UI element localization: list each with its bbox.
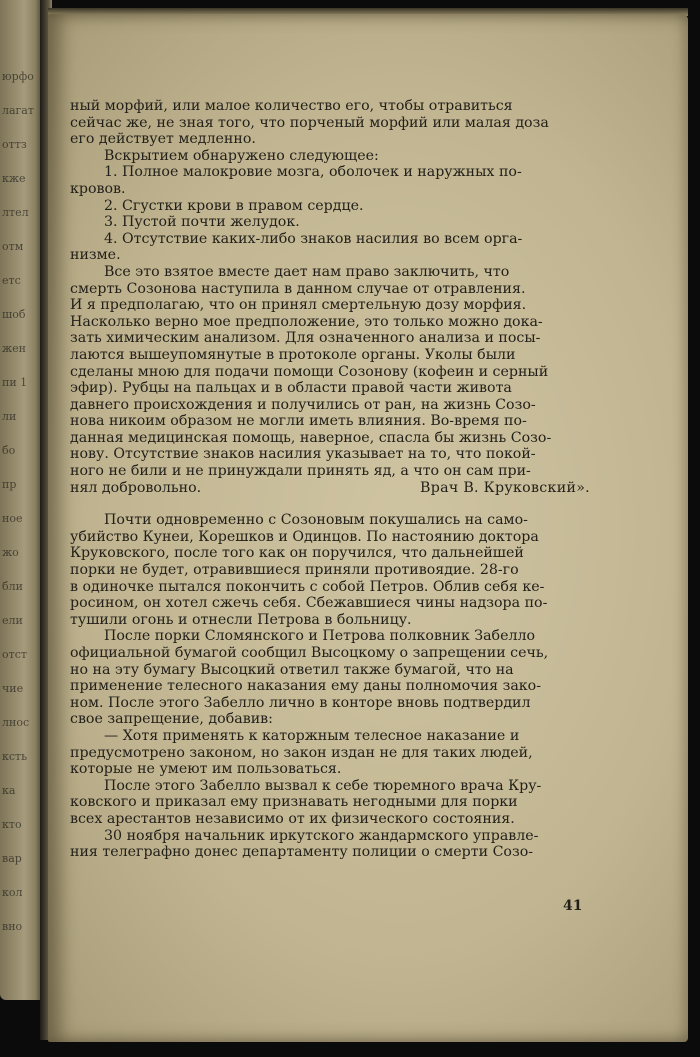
- text-line: ном. После этого Забелло лично в конторе вновь подтвердил: [70, 694, 531, 711]
- text-line: давнего происхождения и получились от ран, на жизнь Созо-: [70, 396, 536, 413]
- text-line: нял добровольно.: [70, 479, 202, 496]
- text-line: смерть Созонова наступила в данном случае от отравления.: [70, 280, 526, 297]
- left-page-text-fragment: бо: [2, 444, 16, 457]
- left-page-text-fragment: лагат: [2, 104, 34, 117]
- autopsy-item: низме.: [70, 247, 121, 264]
- quote-line: — Хотя применять к каторжным телесное наказание и: [104, 727, 520, 744]
- left-page-text-fragment: ка: [2, 784, 16, 797]
- text-line: ния телеграфно донес департаменту полиции о смерти Созо-: [70, 844, 534, 861]
- autopsy-item: кровов.: [70, 180, 126, 197]
- text-line: 30 ноября начальник иркутского жандармского управле-: [104, 827, 539, 844]
- left-page-text-fragment: пр: [2, 478, 17, 491]
- page-text: [70, 98, 590, 861]
- left-page-text-fragment: ли: [2, 410, 17, 423]
- text-line: После этого Забелло вызвал к себе тюремного врача Кру-: [104, 777, 542, 794]
- text-line: росином, он хотел сжечь себя. Сбежавшиеся чины надзора по-: [70, 595, 548, 612]
- text-line: ный морфий, или малое количество его, чтобы отравиться: [70, 98, 513, 114]
- left-page-text-fragment: шоб: [2, 308, 26, 321]
- autopsy-item: 4. Отсутствие каких-либо знаков насилия во всем орга-: [104, 230, 523, 247]
- left-page-text-fragment: отм: [2, 240, 24, 253]
- autopsy-intro: Вскрытием обнаружено следующее:: [104, 147, 379, 164]
- text-line: После порки Сломянского и Петрова полковник Забелло: [104, 628, 536, 645]
- autopsy-item: 1. Полное малокровие мозга, оболочек и наружных по-: [104, 164, 522, 181]
- text-line: свое запрещение, добавив:: [70, 711, 273, 728]
- text-line: данная медицинская помощь, наверное, спасла бы жизнь Созо-: [70, 429, 552, 446]
- doctor-signature: Врач В. Круковский».: [419, 479, 590, 496]
- text-line: но на эту бумагу Высоцкий ответил также бумагой, что на: [70, 661, 514, 678]
- left-page-text-fragment: бли: [2, 580, 23, 593]
- left-page-text-fragment: жо: [2, 546, 19, 559]
- left-page-text-fragment: кто: [2, 818, 22, 831]
- text-line: Все это взятое вместе дает нам право заключить, что: [104, 263, 510, 280]
- text-line: применение телесного наказания ему даны полномочия зако-: [70, 678, 542, 695]
- text-line: Почти одновременно с Созоновым покушались на само-: [104, 512, 528, 529]
- text-line: тушили огонь и отнесли Петрова в больницу.: [70, 611, 412, 628]
- text-line: Круковского, после того как он поручился, что дальнейшей: [70, 545, 524, 562]
- left-page-text-fragment: чие: [2, 682, 24, 695]
- left-page-text-fragment: вар: [2, 852, 22, 865]
- text-line: Насколько верно мое предположение, это только можно дока-: [70, 313, 543, 330]
- text-line: лаются вышеупомянутые в протоколе органы. Уколы были: [70, 346, 516, 363]
- left-page-text-fragment: ное: [2, 512, 23, 525]
- text-line: официальной бумагой сообщил Высоцкому о запрещении сечь,: [70, 645, 549, 661]
- text-line: нова никоим образом не могли иметь влияния. Во-время по-: [70, 413, 527, 430]
- left-page-text-fragment: оттз: [2, 138, 27, 151]
- text-line: в одиночке пытался покончить с собой Петров. Облив себя ке-: [70, 578, 545, 595]
- text-line: убийство Кунеи, Корешков и Одинцов. По настоянию доктора: [70, 528, 539, 545]
- quote-line: которые не умеют им пользоваться.: [70, 761, 342, 778]
- left-page-text-fragment: лтел: [2, 206, 29, 219]
- text-line: сделаны мною для подачи помощи Созонову (кофеин и серный: [70, 363, 549, 380]
- left-page-text-fragment: ксть: [2, 750, 28, 763]
- left-page-text-fragment: юрфо: [2, 70, 34, 83]
- text-line: ного не били и не принуждали принять яд, а что он сам при-: [70, 463, 531, 480]
- quote-line: предусмотрено законом, но закон издан не для таких людей,: [70, 744, 533, 761]
- left-page-fragment: [0, 0, 44, 1000]
- left-page-text-fragment: пи 1: [2, 376, 28, 389]
- left-page-text-fragment: вно: [2, 920, 23, 933]
- text-line: зать химическим анализом. Для означенного анализа и посы-: [70, 330, 541, 347]
- left-page-text-fragment: кол: [2, 886, 23, 899]
- page-number: 41: [563, 898, 583, 914]
- text-line: сейчас же, не зная того, что порченый морфий или малая доза: [70, 114, 549, 131]
- left-page-text-fragment: отст: [2, 648, 27, 661]
- left-page-text-fragment: кже: [2, 172, 26, 185]
- text-line: порки не будет, отравившиеся приняли противоядие. 28-го: [70, 562, 519, 579]
- autopsy-item: 2. Сгустки крови в правом сердце.: [104, 197, 364, 214]
- left-page-text-fragment: ели: [2, 614, 23, 627]
- text-line: нову. Отсутствие знаков насилия указывает на то, что покой-: [70, 446, 536, 463]
- text-line: эфир). Рубцы на пальцах и в области правой части живота: [70, 380, 512, 397]
- text-line: ковского и приказал ему признавать негодными для порки: [70, 794, 518, 811]
- signature-line: [70, 480, 590, 497]
- text-line: его действует медленно.: [70, 131, 256, 148]
- text-line: всех арестантов независимо от их физического состояния.: [70, 810, 515, 827]
- autopsy-item: 3. Пустой почти желудок.: [104, 214, 300, 231]
- left-page-text-fragment: етс: [2, 274, 21, 287]
- left-page-text-fragment: жен: [2, 342, 26, 355]
- left-page-text-fragment: лнос: [2, 716, 30, 729]
- text-line: И я предполагаю, что он принял смертельную дозу морфия.: [70, 297, 527, 314]
